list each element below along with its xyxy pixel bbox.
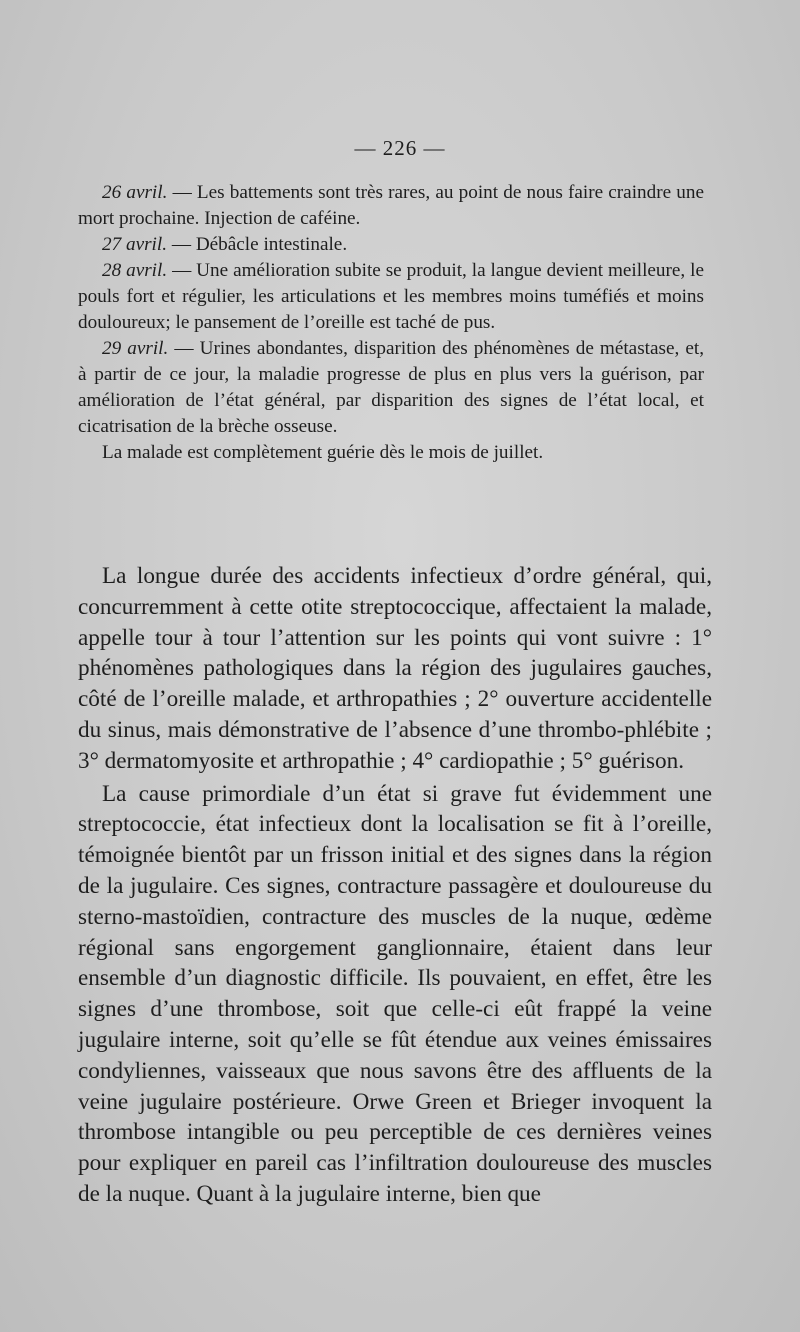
paragraph: La cause primordiale d’un état si grave fut évidemment une streptococcie, état infectieux dont la localisation se fit à l’oreille, témoignée bientôt par un frisson initial et des signes dans la région de la jugulaire. Ces signes, contracture passagère et douloureuse du sterno-mastoïdien, contracture des muscles de la nuque, œdème régional sans engorgement ganglionnaire, étaient dans leur ensemble d’un diagnostic difficile. Ils pouvaient, en effet, être les signes d’une thrombose, soit que celle-ci eût frappé la veine jugulaire interne, soit qu’elle se fût étendue aux veines émissaires condyliennes, vaisseaux que nous savons être des affluents de la veine jugulaire postérieure. Orwe Green et Brieger invoquent la thrombose intangible ou peu perceptible de ces dernières veines pour expliquer en pareil cas l’infiltration douloureuse des muscles de la nuque. Quant à la jugulaire interne, bien que: [78, 780, 712, 1207]
journal-entry: [78, 232, 704, 258]
entry-text: — Urines abondantes, disparition des phénomènes de métastase, et, à partir de ce jour, la maladie progresse de plus en plus vers la guérison, par amélioration de l’état général, par disparition des signes de l’état local, et cicatrisation de la brèche osseuse.: [78, 338, 704, 437]
entry-date: 27 avril.: [102, 234, 168, 255]
entry-text: — Une amélioration subite se produit, la langue devient meilleure, le pouls fort et régulier, les articulations et les membres moins tuméfiés et moins douloureux; le pansement de l’oreille est taché de pus.: [78, 260, 704, 333]
paragraph: La longue durée des accidents infectieux d’ordre général, qui, concurremment à cette otite streptococcique, affectaient la malade, appelle tour à tour l’attention sur les points qui vont suivre : 1° phénomènes pathologiques dans la région des jugulaires gauches, côté de l’oreille malade, et arthropathies ; 2° ouverture accidentelle du sinus, mais démonstrative de l’absence d’une thrombo-phlébite ; 3° dermatomyosite et arthropathie ; 4° cardiopathie ; 5° guérison.: [78, 563, 712, 774]
page-number: — 226 —: [354, 136, 446, 160]
entry-text: La malade est complètement guérie dès le mois de juillet.: [102, 442, 544, 463]
entry-text: — Les battements sont très rares, au point de nous faire craindre une mort prochaine. Injection de caféine.: [78, 182, 704, 229]
case-journal: [78, 180, 704, 466]
journal-entry: [78, 180, 704, 232]
entry-date: 28 avril.: [102, 260, 168, 281]
entry-date: 29 avril.: [102, 338, 169, 359]
discussion-text: [78, 561, 712, 1210]
entry-date: 26 avril.: [102, 182, 168, 203]
journal-entry: [78, 258, 704, 336]
journal-entry: [78, 336, 704, 440]
entry-text: — Débâcle intestinale.: [167, 234, 348, 255]
journal-conclusion: [78, 440, 704, 466]
